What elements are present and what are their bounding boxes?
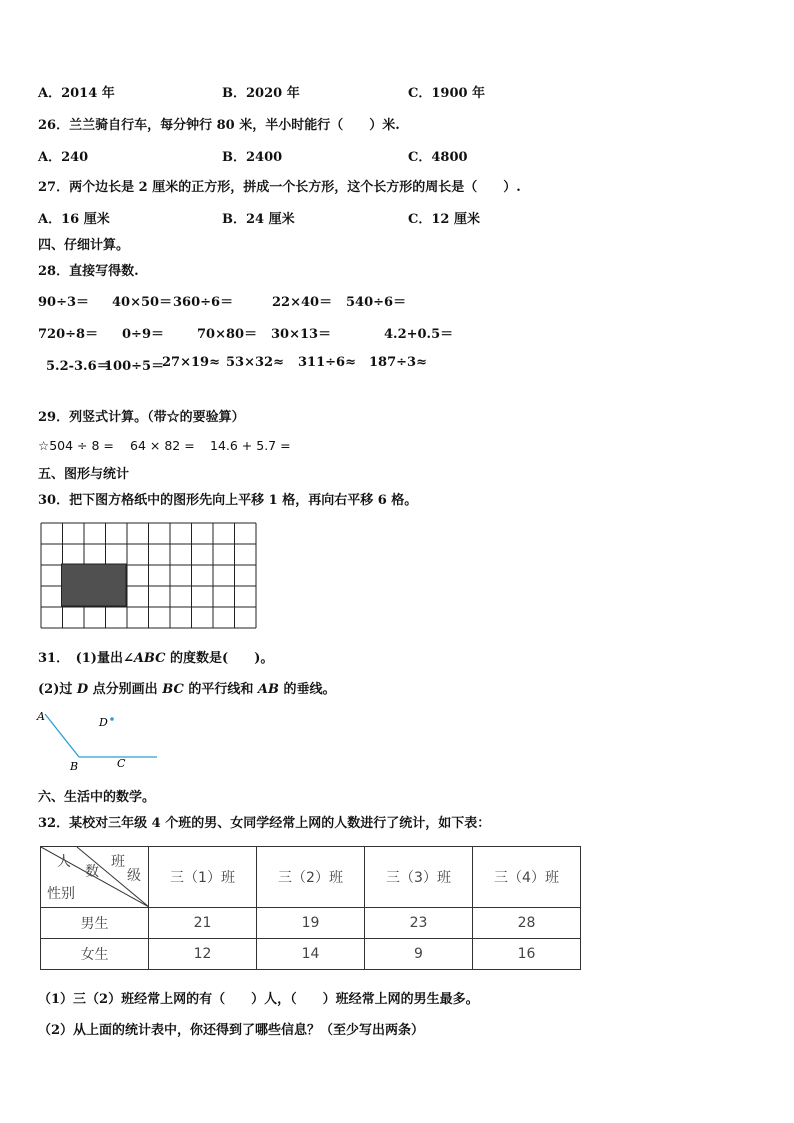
table-cell: 14 <box>257 939 365 970</box>
calc-item: 5.2-3.6＝ <box>46 359 110 374</box>
calc-item: 30×13＝ <box>271 327 332 342</box>
calc-item: 90÷3＝ <box>38 295 90 310</box>
calc-item: 360÷6＝ <box>173 295 234 310</box>
table-row <box>41 939 581 970</box>
header-label: 人 <box>57 854 71 870</box>
question-31-part1: 31． (1)量出∠ABC 的度数是( )。 <box>38 651 274 666</box>
header-label: 性别 <box>47 886 75 902</box>
question-32-sub2: （2）从上面的统计表中，你还得到了哪些信息？（至少写出两条） <box>38 1023 425 1038</box>
label-d: D <box>99 716 108 729</box>
question-26: 26．兰兰骑自行车，每分钟行 80 米，半小时能行（ ）米. <box>38 118 400 133</box>
shaded-rectangle <box>62 564 127 606</box>
option-c: C．1900 年 <box>408 86 486 101</box>
calc-item: 27×19≈ <box>162 355 220 370</box>
question-30-title: 30．把下图方格纸中的图形先向上平移 1 格，再向右平移 6 格。 <box>38 493 418 508</box>
row-label: 男生 <box>41 908 149 939</box>
option-b: B．24 厘米 <box>222 212 295 227</box>
calc-item: 53×32≈ <box>226 355 284 370</box>
label-a: A <box>37 710 45 723</box>
option-a: A．16 厘米 <box>38 212 110 227</box>
question-28-title: 28．直接写得数. <box>38 264 139 279</box>
column-header: 三（2）班 <box>257 847 365 908</box>
question-27: 27．两个边长是 2 厘米的正方形，拼成一个长方形，这个长方形的周长是（ ）. <box>38 180 521 195</box>
section-heading: 四、仔细计算。 <box>38 238 130 253</box>
option-b: B．2400 <box>222 150 283 165</box>
column-header: 三（4）班 <box>473 847 581 908</box>
vertical-calc-item: ☆504 ÷ 8 = <box>38 438 114 453</box>
question-29-title: 29．列竖式计算。（带☆的要验算） <box>38 410 245 425</box>
option-a: A．2014 年 <box>38 86 115 101</box>
calc-item: 22×40＝ <box>272 295 333 310</box>
vertical-calc-item: 14.6 + 5.7 = <box>210 438 291 453</box>
label-b: B <box>70 760 79 773</box>
calc-item: 4.2+0.5＝ <box>384 327 454 342</box>
statistics-table <box>40 846 581 970</box>
angle-figure <box>30 705 170 775</box>
calc-item: 187÷3≈ <box>369 355 427 370</box>
question-32-title: 32．某校对三年级 4 个班的男、女同学经常上网的人数进行了统计，如下表： <box>38 816 491 831</box>
label-c: C <box>117 757 126 770</box>
table-cell: 28 <box>473 908 581 939</box>
header-label: 班 <box>111 854 125 870</box>
column-header: 三（3）班 <box>365 847 473 908</box>
header-label: 数 <box>85 864 99 880</box>
grid-paper <box>40 522 258 629</box>
calc-item: 40×50＝ <box>112 295 173 310</box>
table-cell: 12 <box>149 939 257 970</box>
table-cell: 19 <box>257 908 365 939</box>
option-b: B．2020 年 <box>222 86 300 101</box>
table-row <box>41 908 581 939</box>
row-label: 女生 <box>41 939 149 970</box>
point-d <box>110 717 114 721</box>
diagonal-header-cell <box>41 847 149 908</box>
calc-item: 0÷9＝ <box>122 327 164 342</box>
table-cell: 23 <box>365 908 473 939</box>
calc-item: 720÷8＝ <box>38 327 99 342</box>
section-heading: 五、图形与统计 <box>38 467 130 482</box>
table-cell: 21 <box>149 908 257 939</box>
header-label: 级 <box>127 868 141 884</box>
question-31-part2: (2)过 D 点分别画出 BC 的平行线和 AB 的垂线。 <box>38 682 336 697</box>
calc-item: 70×80＝ <box>197 327 258 342</box>
option-c: C．12 厘米 <box>408 212 480 227</box>
table-cell: 16 <box>473 939 581 970</box>
option-c: C．4800 <box>408 150 468 165</box>
table-cell: 9 <box>365 939 473 970</box>
vertical-calc-item: 64 × 82 = <box>130 438 195 453</box>
question-32-sub1: （1）三（2）班经常上网的有（ ）人，（ ）班经常上网的男生最多。 <box>38 992 479 1007</box>
section-heading: 六、生活中的数学。 <box>38 790 156 805</box>
calc-item: 540÷6＝ <box>346 295 407 310</box>
column-header: 三（1）班 <box>149 847 257 908</box>
option-a: A．240 <box>38 150 89 165</box>
calc-item: 100÷5＝ <box>104 359 165 374</box>
calc-item: 311÷6≈ <box>298 355 356 370</box>
